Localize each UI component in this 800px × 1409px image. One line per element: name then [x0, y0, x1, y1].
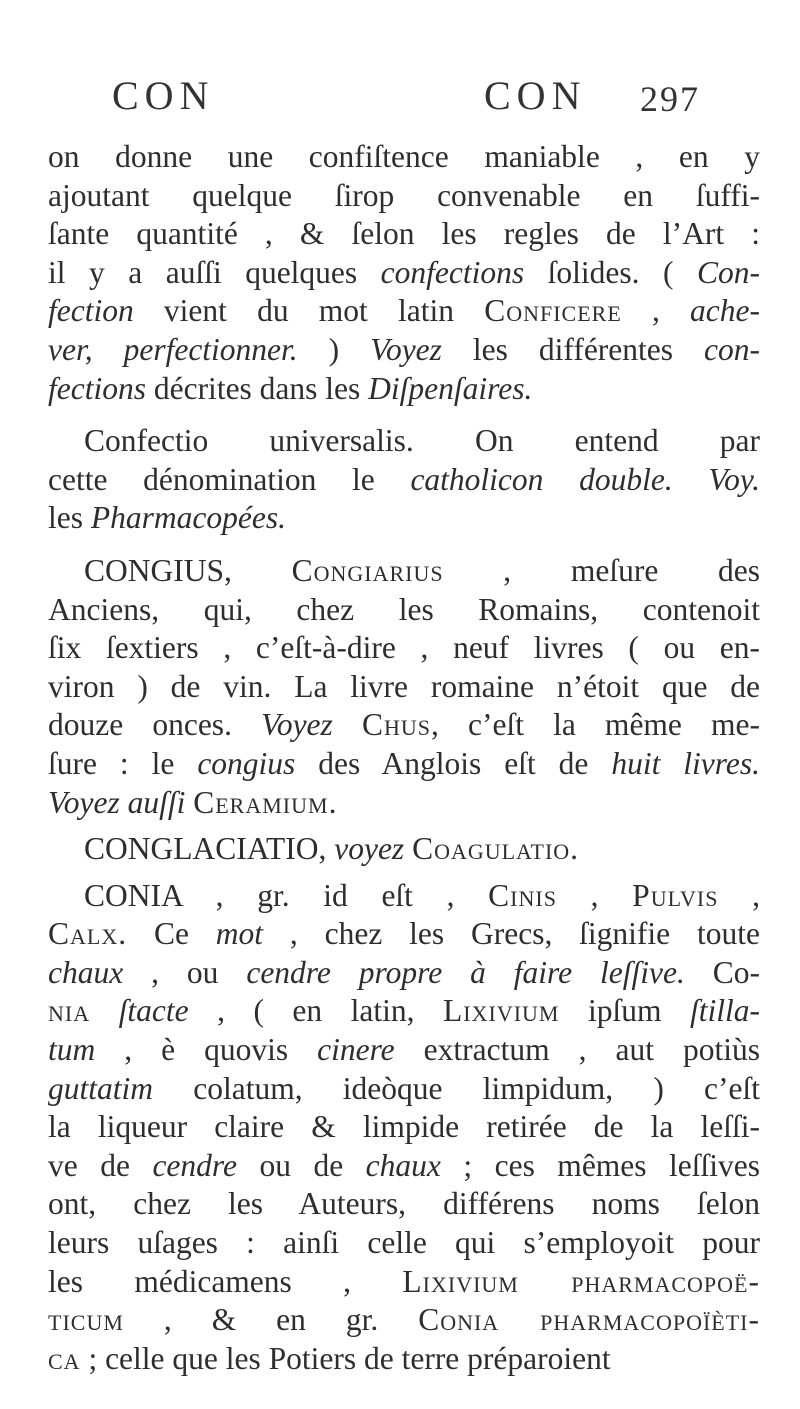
entry-gap	[48, 538, 760, 552]
text-run: Co-	[684, 954, 761, 990]
italic-run: congius	[197, 745, 296, 781]
text-line	[48, 1031, 760, 1070]
italic-run: fection	[48, 293, 134, 329]
text-run: CONIA , gr. id eſt ,	[84, 877, 489, 913]
text-run: il y a auſſi quelques	[48, 254, 381, 290]
text-run: ; celle que les Potiers de terre préparoient	[80, 1340, 611, 1376]
italic-run: catholicon double. Voy.	[410, 461, 760, 497]
italic-run: cinere	[317, 1032, 395, 1068]
italic-run: voyez	[334, 831, 405, 867]
text-run: ve de	[48, 1147, 153, 1183]
italic-run: Pharmacopées.	[90, 500, 286, 536]
text-run: des Anglois eſt de	[295, 745, 612, 781]
text-line	[48, 954, 760, 993]
italic-run: Voyez	[370, 331, 442, 367]
text-run: , & en gr.	[123, 1302, 419, 1338]
text-run: , meſure des	[443, 552, 761, 588]
text-line	[48, 1108, 760, 1147]
italic-run: Diſpenſaires.	[368, 370, 533, 406]
text-run: , c’eſt la même me-	[430, 707, 761, 743]
text-line	[48, 992, 760, 1031]
text-line	[48, 1224, 760, 1263]
text-line	[48, 591, 760, 630]
small-caps-run: Lixivium	[443, 993, 560, 1029]
text-run: ont, chez les Auteurs, différens noms ſelon	[48, 1186, 760, 1222]
small-caps-run: nia	[48, 993, 91, 1029]
italic-run: ache-	[690, 293, 760, 329]
text-line	[48, 1147, 760, 1186]
text-run: les médicamens ,	[48, 1263, 403, 1299]
text-run: , chez les Grecs, ſignifie toute	[263, 916, 760, 952]
text-line	[48, 461, 760, 500]
italic-run: con-	[704, 331, 760, 367]
italic-run: confections	[380, 254, 525, 290]
text-run: cette dénomination le	[48, 461, 411, 497]
text-line	[48, 331, 760, 370]
text-line	[48, 877, 760, 916]
text-line	[48, 499, 760, 538]
small-caps-run: ticum	[48, 1302, 124, 1338]
small-caps-run: Congiarius	[291, 552, 444, 588]
italic-run: chaux	[365, 1147, 441, 1183]
italic-run: ver, perfectionner.	[48, 331, 298, 367]
entry-gap	[48, 869, 760, 877]
text-line	[48, 292, 760, 331]
text-run: ſolides. (	[524, 254, 697, 290]
text-run: extractum , aut potiùs	[394, 1032, 760, 1068]
text-line	[48, 138, 760, 177]
text-run	[333, 707, 362, 742]
text-run: , ( en latin,	[188, 993, 444, 1029]
italic-run: Voyez auſſi	[48, 784, 186, 820]
text-line	[48, 254, 760, 293]
text-line	[48, 1070, 760, 1109]
text-run: ,	[621, 293, 691, 329]
text-run: décrites dans les	[145, 370, 369, 406]
text-run: la liqueur claire & limpide retirée de la leſſi-	[48, 1109, 760, 1145]
italic-run: tum	[48, 1032, 96, 1068]
italic-run: Voyez	[261, 707, 333, 743]
text-run: viron ) de vin. La livre romaine n’étoit que de	[48, 668, 760, 704]
text-run: douze onces.	[48, 707, 262, 743]
italic-run: fections	[48, 370, 146, 406]
small-caps-run: Chus	[361, 707, 431, 743]
text-run: ; ces mêmes leſſives	[440, 1147, 760, 1183]
text-line	[48, 1263, 760, 1302]
header-left: CON	[112, 73, 215, 118]
text-run: les différentes	[441, 331, 705, 367]
text-line	[48, 830, 760, 869]
text-line	[48, 552, 760, 591]
page-number: 297	[640, 79, 700, 119]
italic-run: ſtacte	[118, 993, 189, 1029]
text-run: ſure : le	[48, 745, 198, 781]
small-caps-run: Pulvis	[632, 877, 719, 913]
small-caps-run: Ceramium.	[193, 784, 338, 820]
text-run: CONGLACIATIO,	[84, 831, 335, 867]
text-run: Ce	[127, 916, 216, 952]
text-run: ,	[556, 877, 633, 913]
dictionary-text	[48, 138, 760, 1378]
text-line	[48, 422, 760, 461]
small-caps-run: Cinis	[488, 877, 557, 913]
text-run: )	[297, 331, 371, 367]
text-line	[48, 706, 760, 745]
text-run: ipſum	[559, 993, 690, 1029]
italic-run: chaux	[48, 954, 124, 990]
text-line	[48, 1185, 760, 1224]
text-run: vient du mot latin	[133, 293, 485, 329]
text-line	[48, 668, 760, 707]
italic-run: huit livres.	[611, 745, 760, 781]
text-run	[90, 993, 119, 1028]
text-line	[48, 745, 760, 784]
text-line	[48, 177, 760, 216]
italic-run: cendre propre à faire leſſive.	[246, 954, 685, 990]
text-run: ſante quantité , & ſelon les regles de l’Art :	[48, 216, 760, 252]
entry-gap	[48, 408, 760, 422]
header-right: CON	[484, 73, 587, 118]
text-line	[48, 784, 760, 823]
small-caps-run: Calx.	[48, 916, 128, 952]
text-line	[48, 1340, 760, 1379]
text-line	[48, 915, 760, 954]
entry-gap	[48, 822, 760, 830]
text-run: ,	[718, 877, 760, 913]
text-run: les	[48, 500, 91, 536]
text-run: colatum, ideòque limpidum, ) c’eſt	[153, 1070, 760, 1106]
small-caps-run: Conia pharmacopoïèti-	[418, 1302, 760, 1338]
small-caps-run: ca	[48, 1340, 81, 1376]
text-run: , ou	[123, 954, 247, 990]
text-line	[48, 215, 760, 254]
text-run: ſix ſextiers , c’eſt-à-dire , neuf livres ( ou en-	[48, 630, 760, 666]
text-run: ou de	[236, 1147, 366, 1183]
text-run: CONGIUS,	[84, 552, 292, 588]
italic-run: ſtilla-	[690, 993, 760, 1029]
text-run: leurs uſages : ainſi celle qui s’employoit pour	[48, 1225, 760, 1261]
text-line	[48, 1301, 760, 1340]
running-head	[112, 72, 732, 122]
italic-run: mot	[215, 916, 264, 952]
italic-run: cendre	[152, 1147, 237, 1183]
small-caps-run: Conficere	[484, 293, 622, 329]
italic-run: Con-	[696, 254, 760, 290]
text-run: ajoutant quelque ſirop convenable en ſuffi-	[48, 177, 760, 213]
text-run: , è quovis	[95, 1032, 318, 1068]
text-run	[404, 831, 412, 866]
italic-run: guttatim	[48, 1070, 154, 1106]
small-caps-run: Coagulatio.	[412, 831, 580, 867]
text-line	[48, 370, 760, 409]
text-run: on donne une confiſtence maniable , en y	[48, 139, 760, 174]
small-caps-run: Lixivium pharmacopoë-	[402, 1263, 760, 1299]
text-run: Anciens, qui, chez les Romains, contenoit	[48, 591, 760, 627]
text-run: Confectio universalis. On entend par	[84, 423, 760, 459]
text-line	[48, 629, 760, 668]
